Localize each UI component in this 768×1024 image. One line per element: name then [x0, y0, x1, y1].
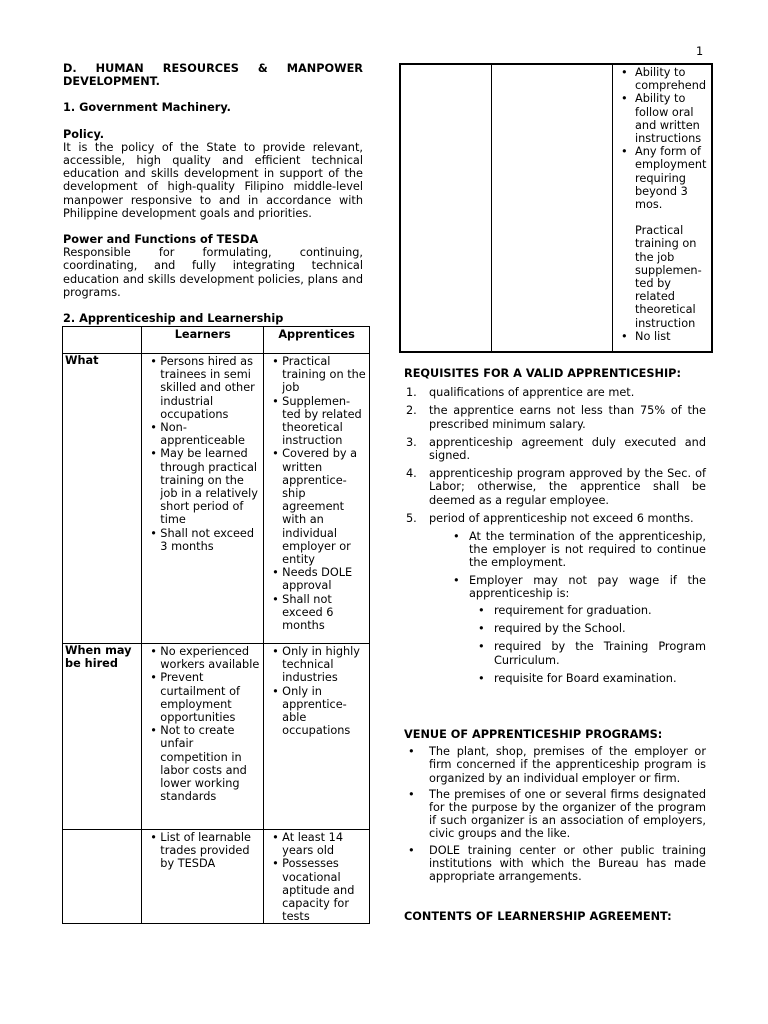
list-item: • DOLE training center or other public training institutions with which the Bureau has made appropriate arrangements. [404, 844, 706, 884]
venue-heading: VENUE OF APPRENTICESHIP PROGRAMS: [404, 728, 663, 741]
comparison-table [62, 326, 370, 924]
apprentices-list [270, 645, 367, 737]
apprentices-list [270, 355, 367, 632]
requisites-sublist [404, 530, 706, 600]
table-row [63, 644, 370, 830]
list-item: • Only in highly technical industries [270, 645, 367, 685]
list-item: • Ability to follow oral and written instructions [619, 92, 707, 145]
apprentices-list [270, 831, 367, 923]
list-item: 3. apprenticeship agreement duly executed and signed. [406, 435, 706, 463]
practical-training-text: Practical training on the job supplemen-ted by related theoretical instruction [635, 224, 702, 330]
table-row [63, 354, 370, 644]
list-item: • Ability to comprehend [619, 66, 707, 92]
table-header-row [63, 327, 370, 354]
list-item: 4. apprenticeship program approved by the Sec. of Labor; otherwise, the apprentice shall be deemed as a regular employee. [406, 467, 706, 507]
list-item: • Not to create unfair competition in labor costs and lower working standards [148, 724, 261, 803]
list-item: • Supplemen-ted by related theoretical instruction [270, 395, 367, 448]
list-item: • May be learned through practical training on the job in a relatively short period of time [148, 447, 261, 526]
page-number: 1 [696, 45, 704, 58]
learners-list [148, 645, 261, 803]
list-item: • No list [619, 330, 707, 343]
learners-list [148, 831, 261, 871]
power-heading: Power and Functions of TESDA [63, 233, 259, 247]
list-item: • Any form of employment requiring beyond 3 mos. [619, 145, 707, 211]
list-item: • Prevent curtailment of employment opportunities [148, 671, 261, 724]
wage-exemption-list [404, 604, 706, 685]
subsection-government-machinery: 1. Government Machinery. [63, 101, 231, 115]
list-item: • At the termination of the apprenticeship, the employer is not required to continue the employment. [449, 530, 706, 570]
list-item: • Shall not exceed 3 months [148, 527, 261, 553]
list-item: • At least 14 years old [270, 831, 367, 857]
list-item: • required by the Training Program Curriculum. [474, 640, 706, 666]
row-label: When may be hired [63, 644, 142, 830]
power-text: Responsible for formulating, continuing, coordinating, and fully integrating technical education and skills development policies, plans and programs. [63, 246, 363, 299]
requisites-heading: REQUISITES FOR A VALID APPRENTICESHIP: [404, 367, 681, 380]
empty-cell [492, 64, 613, 352]
list-item: • requisite for Board examination. [474, 672, 706, 685]
requisites-list [404, 386, 706, 525]
table-header-apprentices: Apprentices [264, 327, 370, 354]
table-row [63, 830, 370, 924]
requirements-list [619, 66, 707, 211]
list-item: • required by the School. [474, 622, 706, 635]
list-item: • requirement for graduation. [474, 604, 706, 617]
list-item: • Covered by a written apprentice-ship agreement with an individual employer or entity [270, 447, 367, 566]
list-item: 5. period of apprenticeship not exceed 6 months. [406, 511, 694, 525]
policy-heading: Policy. [63, 127, 105, 141]
list-item: 1. qualifications of apprentice are met. [406, 386, 635, 400]
list-item: • Needs DOLE approval [270, 566, 367, 592]
requisites-section [404, 367, 706, 690]
list-item: • Practical training on the job [270, 355, 367, 395]
list-item: • No experienced workers available [148, 645, 261, 671]
list-item: • Possesses vocational aptitude and capacity for tests [270, 857, 367, 923]
left-column [63, 62, 363, 325]
contents-heading: CONTENTS OF LEARNERSHIP AGREEMENT: [404, 910, 672, 923]
list-item: • Employer may not pay wage if the apprenticeship is: [449, 574, 706, 600]
list-item: • The plant, shop, premises of the employer or firm concerned if the apprenticeship program is organized by an individual employer or firm. [404, 745, 706, 785]
list-item: • Non-apprenticeable [148, 421, 261, 447]
section-title: D. HUMAN RESOURCES & MANPOWER DEVELOPMENT. [63, 62, 363, 89]
venue-list [404, 745, 706, 883]
table-row [400, 64, 712, 352]
row-label: What [63, 354, 142, 644]
row-label [63, 830, 142, 924]
venue-section [404, 728, 706, 886]
list-item: • Shall not exceed 6 months [270, 593, 367, 633]
list-item: • Persons hired as trainees in semi skilled and other industrial occupations [148, 355, 261, 421]
subsection-apprenticeship: 2. Apprenticeship and Learnership [63, 312, 284, 326]
list-item: 2. the apprentice earns not less than 75% of the prescribed minimum salary. [406, 404, 706, 431]
learners-list [148, 355, 261, 553]
policy-text: It is the policy of the State to provide relevant, accessible, high quality and efficient technical education and skills development in support of the development of high-quality Filipino middle-level manpower responsive to and in accordance with Philippine development goals and priorities. [63, 140, 363, 220]
list-item: • List of learnable trades provided by TESDA [148, 831, 261, 871]
empty-cell [400, 64, 492, 352]
table-header-blank [63, 327, 142, 354]
table-header-learners: Learners [142, 327, 264, 354]
list-item: • The premises of one or several firms designated for the purpose by the organizer of the program if such organizer is an association of employers, civic groups and the like. [404, 788, 706, 841]
continuation-table [399, 63, 713, 353]
list-item: • Only in apprentice-able occupations [270, 685, 367, 738]
